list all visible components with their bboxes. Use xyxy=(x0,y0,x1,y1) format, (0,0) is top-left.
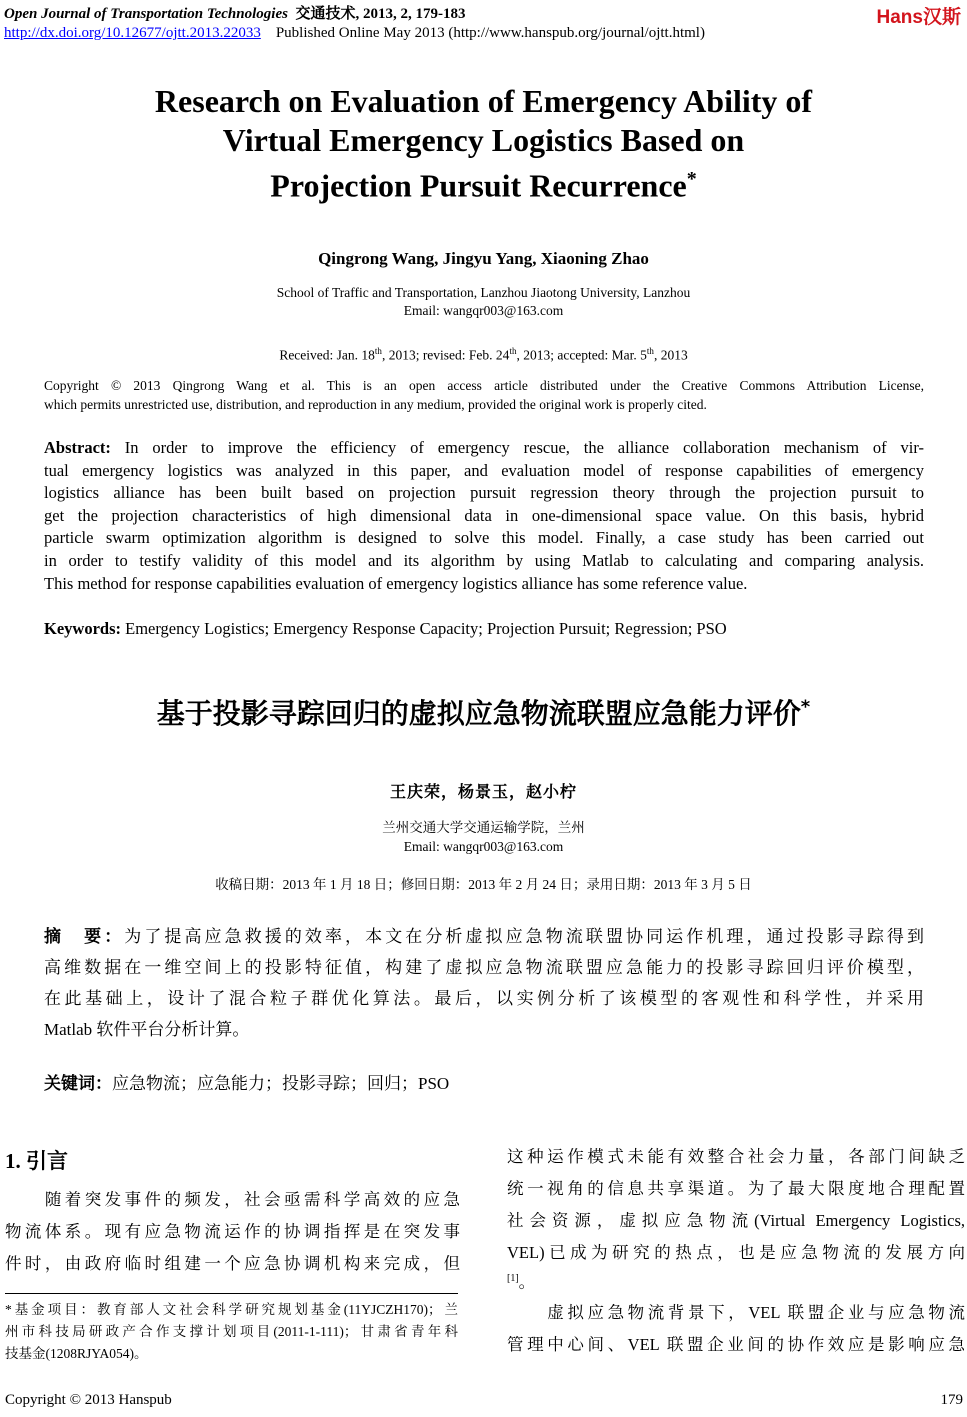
doi-line xyxy=(4,25,705,42)
journal-name: Open Journal of Transportation Technologies xyxy=(4,6,288,22)
logo-cn: 汉斯 xyxy=(922,6,961,28)
body-line: VEL)已成为研究的热点，也是应急物流的发展方向 xyxy=(507,1243,965,1262)
footnote-mark: * xyxy=(686,168,697,190)
copyright-line: Copyright © 2013 Qingrong Wang et al. This is an open access article distributed under the Creative Commons Attribution License, xyxy=(44,378,924,393)
body-line: 虚拟应急物流背景下，VEL 联盟企业与应急物流 xyxy=(507,1303,965,1322)
hanspub-logo xyxy=(877,2,961,29)
cn-title-text: 基于投影寻踪回归的虚拟应急物流联盟应急能力评价 xyxy=(156,697,801,730)
cn-abstract-line: 在此基础上，设计了混合粒子群优化算法。最后，以实例分析了该模型的客观性和科学性，并采用 xyxy=(44,989,924,1008)
cn-email: Email: wangqr003@163.com xyxy=(403,839,564,854)
doi-link[interactable]: http://dx.doi.org/10.12677/ojtt.2013.22033 xyxy=(4,25,261,41)
keywords-label: Keywords: xyxy=(44,619,121,638)
cn-authors: 王庆荣，杨景玉，赵小柠 xyxy=(389,784,577,801)
footer-copyright: Copyright © 2013 Hanspub xyxy=(5,1392,172,1408)
abstract-line: get the projection characteristics of high dimensional data in one-dimensional space value. On this basis, hybrid xyxy=(44,505,924,525)
right-column-text xyxy=(507,1141,965,1293)
received-dates xyxy=(0,342,967,365)
t: Received: Jan. 18 xyxy=(279,347,375,363)
cn-abstract-label: 摘 要： xyxy=(44,927,125,946)
body-line xyxy=(507,1269,965,1293)
footnote-line: 技基金(1208RJYA054)。 xyxy=(5,1346,148,1361)
email: Email: wangqr003@163.com xyxy=(403,303,564,318)
citation: [1] xyxy=(507,1273,519,1284)
cn-abstract xyxy=(44,921,924,1045)
section-heading: 1. 引言 xyxy=(5,1149,68,1173)
body-line: 社会资源，虚拟应急物流(Virtual Emergency Logistics, xyxy=(507,1211,965,1230)
footnote-line: 州市科技局研政产合作支撑计划项目(2011-1-111)；甘肃省青年科 xyxy=(5,1324,458,1339)
cn-abstract-line: Matlab 软件平台分析计算。 xyxy=(44,1020,250,1039)
abstract-line: tual emergency logistics was analyzed in this paper, and evaluation model of response capabilities of emergency xyxy=(44,460,924,480)
journal-cn: 交通技术, 2013, 2, 179-183 xyxy=(295,6,466,22)
footnote-divider xyxy=(5,1293,458,1294)
body-line: 统一视角的信息共享渠道。为了最大限度地合理配置 xyxy=(507,1179,965,1198)
t: In order to improve the efficiency of emergency rescue, the alliance collaboration mechanism of vir- xyxy=(110,438,924,457)
t: th xyxy=(509,346,517,356)
abstract-label: Abstract: xyxy=(44,438,111,457)
cn-keywords xyxy=(44,1069,924,1094)
authors: Qingrong Wang, Jingyu Yang, Xiaoning Zhao xyxy=(318,249,649,268)
cn-abstract-line: 高维数据在一维空间上的投影特征值，构建了虚拟应急物流联盟应急能力的投影寻踪回归评价模型， xyxy=(44,958,924,977)
abstract-line xyxy=(44,437,924,460)
body-line: 这种运作模式未能有效整合社会力量，各部门间缺乏 xyxy=(507,1147,965,1166)
footnote-line: *基金项目：教育部人文社会科学研究规划基金(11YJCZH170)；兰 xyxy=(5,1302,458,1317)
paper-title xyxy=(0,82,967,206)
keywords-text: Emergency Logistics; Emergency Response Capacity; Projection Pursuit; Regression; PSO xyxy=(121,619,727,638)
abstract-line: This method for response capabilities evaluation of emergency logistics alliance has some reference value. xyxy=(44,573,748,593)
title-line: Research on Evaluation of Emergency Ability of xyxy=(154,83,813,119)
t: 。 xyxy=(518,1272,536,1292)
cn-keywords-text: 应急物流；应急能力；投影寻踪；回归；PSO xyxy=(112,1074,450,1093)
title-line xyxy=(0,160,967,206)
cn-affiliation: 兰州交通大学交通运输学院，兰州 xyxy=(382,820,585,835)
footnote xyxy=(5,1299,458,1365)
published-info: Published Online May 2013 (http://www.hanspub.org/journal/ojtt.html) xyxy=(275,25,705,41)
body-line: 管理中心间、VEL 联盟企业间的协作效应是影响应急 xyxy=(507,1335,965,1354)
copyright-notice xyxy=(44,376,924,414)
abstract-line: particle swarm optimization algorithm is designed to solve this model. Finally, a case study has been carried out xyxy=(44,528,924,548)
title-line: Virtual Emergency Logistics Based on xyxy=(222,122,745,158)
body-line: 物流体系。现有应急物流运作的协调指挥是在突发事 xyxy=(5,1222,460,1241)
page-number: 179 xyxy=(940,1392,963,1408)
copyright-line: which permits unrestricted use, distribution, and reproduction in any medium, provided the original work is properly cited. xyxy=(44,397,707,412)
cn-received: 收稿日期：2013 年 1 月 18 日；修回日期：2013 年 2 月 24 日；录用日期：2013 年 3 月 5 日 xyxy=(215,877,752,892)
keywords xyxy=(44,619,924,639)
cn-keywords-label: 关键词： xyxy=(44,1074,112,1093)
abstract xyxy=(44,437,924,595)
right-column-text-2 xyxy=(507,1297,965,1361)
body-line: 随着突发事件的频发，社会亟需科学高效的应急 xyxy=(5,1190,460,1209)
t: , 2013; revised: Feb. 24 xyxy=(381,347,510,363)
left-column-text xyxy=(5,1184,460,1280)
body-line: 件时，由政府临时组建一个应急协调机构来完成，但 xyxy=(5,1254,460,1273)
cn-abstract-line xyxy=(44,921,924,952)
affiliation: School of Traffic and Transportation, Lanzhou Jiaotong University, Lanzhou xyxy=(276,285,691,300)
journal-header xyxy=(4,2,465,23)
t: th xyxy=(646,346,654,356)
t: , 2013 xyxy=(653,347,688,363)
cn-title xyxy=(0,692,967,732)
logo-en: Hans xyxy=(876,7,923,28)
footnote-mark: * xyxy=(800,696,811,718)
title-text: Projection Pursuit Recurrence xyxy=(270,167,687,204)
t: 为了提高应急救援的效率，本文在分析虚拟应急物流联盟协同运作机理，通过投影寻踪得到 xyxy=(124,927,925,946)
t: , 2013; accepted: Mar. 5 xyxy=(516,347,647,363)
abstract-line: in order to testify validity of this model and its algorithm by using Matlab to calculating and comparing analysis. xyxy=(44,550,924,570)
abstract-line: logistics alliance has been built based on projection pursuit regression theory through the projection pursuit to xyxy=(44,483,924,503)
t: th xyxy=(374,346,382,356)
